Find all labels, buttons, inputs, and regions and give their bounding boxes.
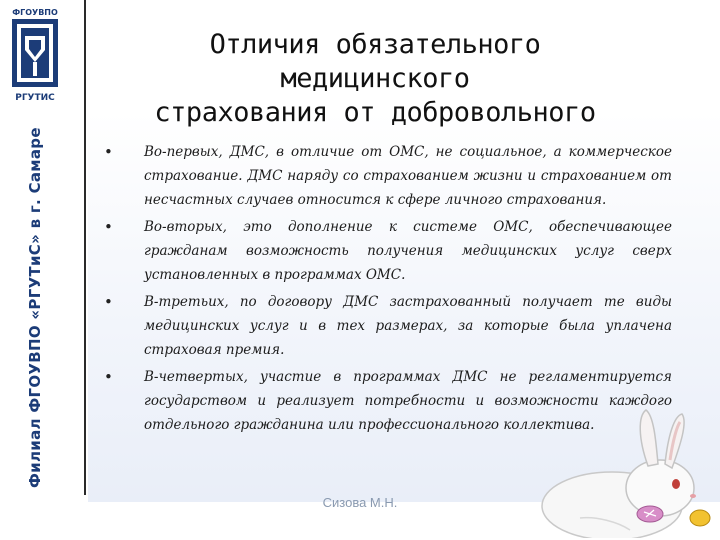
bullet-item xyxy=(104,215,672,287)
bullet-text: Во-первых, ДМС, в отличие от ОМС, не социальное, а коммерческое страхование. ДМС наряду со страхованием жизни и страхованием от несчастных случаев относится к сфере личного страхования. xyxy=(144,144,672,208)
bullet-text: В-третьих, по договору ДМС застрахованный получает те виды медицинских услуг и в тех размерах, за которые была уплачена страховая премия. xyxy=(144,294,672,358)
slide-title-line-1: Отличия обязательного медицинского xyxy=(209,29,541,94)
university-logo xyxy=(6,6,64,106)
sidebar-divider xyxy=(84,0,86,495)
bullet-text: В-четвертых, участие в программах ДМС не регламентируется государством и реализует потребности и возможности каждого отдельного гражданина или профессионального коллектива. xyxy=(144,369,672,433)
bullet-icon: • xyxy=(104,143,113,161)
rabbit-illustration xyxy=(520,388,720,538)
author-footer: Сизова М.Н. xyxy=(322,495,398,510)
branch-vertical-label: Филиал ФГОУВПО «РГУТиС» в г. Самаре xyxy=(26,127,44,488)
bullet-icon: • xyxy=(104,293,113,311)
logo-top-text: ФГОУВПО xyxy=(12,8,58,17)
bullet-item xyxy=(104,290,672,362)
bullet-icon: • xyxy=(104,368,113,386)
logo-bottom-text: РГУТИС xyxy=(15,93,55,103)
bullet-text: Во-вторых, это дополнение к системе ОМС, обеспечивающее гражданам возможность получения медицинских услуг сверх установленных в программах ОМС. xyxy=(144,219,672,283)
slide-title-line-2: страхования от добровольного xyxy=(154,97,596,128)
slide-title xyxy=(110,28,640,130)
bullet-icon: • xyxy=(104,218,113,236)
bullet-item xyxy=(104,140,672,212)
